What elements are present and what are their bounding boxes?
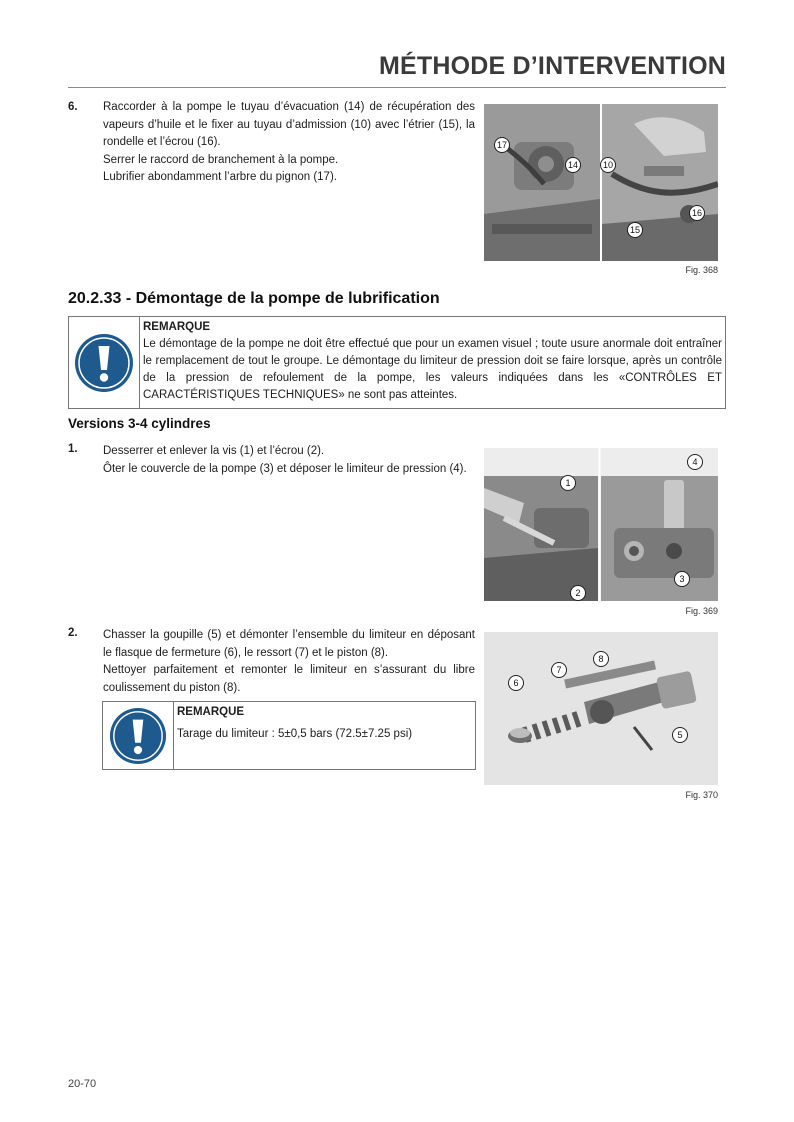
subsection-title: Versions 3-4 cylindres	[68, 416, 211, 431]
callout-3	[675, 572, 690, 587]
step-2-number: 2.	[68, 627, 78, 639]
step-2-remark-box	[102, 701, 476, 770]
step-6-text	[103, 99, 475, 187]
figure-370-caption: Fig. 370	[685, 790, 718, 800]
exclamation-icon	[74, 333, 134, 393]
step-1-line-2: Ôter le couvercle de la pompe (3) et déposer le limiteur de pression (4).	[103, 462, 467, 475]
callout-16	[690, 206, 705, 221]
callout-14	[566, 158, 581, 173]
svg-text:5: 5	[677, 730, 683, 740]
figure-369-caption: Fig. 369	[685, 606, 718, 616]
step-1-number: 1.	[68, 443, 78, 455]
step-2-line-2: Nettoyer parfaitement et remonter le limiteur en s’assurant du libre coulissement du piston (8).	[103, 664, 475, 694]
callout-10	[601, 158, 616, 173]
figure-368-photo	[484, 104, 718, 261]
svg-text:2: 2	[575, 588, 581, 598]
svg-text:10: 10	[602, 160, 614, 170]
svg-text:7: 7	[556, 665, 562, 675]
section-title: 20.2.33 - Démontage de la pompe de lubrification	[68, 290, 440, 307]
callout-4	[688, 455, 703, 470]
page-header-title: MÉTHODE D’INTERVENTION	[378, 52, 726, 80]
figure-369-callouts	[484, 448, 718, 601]
step-2-remark-body	[174, 702, 475, 769]
remark-text: Le démontage de la pompe ne doit être effectué que pour un examen visuel ; toute usure anormale doit entraîner le remplacement de tout le groupe. Le démontage du limiteur de pression doit se faire lorsque, après un contrôle de la pression de refoulement de la pompe, les valeurs indiquées dans les «CONTRÔLES ET CARACTÉRISTIQUES TECHNIQUES» ne sont pas atteintes.	[143, 338, 722, 401]
callout-2	[571, 586, 586, 601]
figure-368-callouts	[484, 104, 718, 261]
page-number: 20-70	[68, 1078, 97, 1090]
figure-368-caption: Fig. 368	[685, 265, 718, 275]
step-1-text	[103, 443, 475, 478]
step-6-number: 6.	[68, 101, 78, 113]
step-2-remark-text: Tarage du limiteur : 5±0,5 bars (72.5±7.25 psi)	[177, 728, 413, 740]
step-2-line-1: Chasser la goupille (5) et démonter l’ensemble du limiteur en déposant le flasque de fermeture (6), le ressort (7) et le piston (8).	[103, 629, 475, 659]
svg-text:3: 3	[679, 574, 685, 584]
header-divider	[68, 87, 726, 88]
step-2-remark-heading: REMARQUE	[177, 706, 245, 718]
callout-17	[495, 138, 510, 153]
callout-1	[561, 476, 576, 491]
step-6-line-3: Lubrifier abondamment l’arbre du pignon (17).	[103, 171, 337, 183]
svg-text:17: 17	[496, 140, 508, 150]
svg-text:16: 16	[691, 208, 703, 218]
remark-heading: REMARQUE	[143, 321, 211, 333]
step-1-line-1: Desserrer et enlever la vis (1) et l’écrou (2).	[103, 445, 325, 457]
figure-369-photo	[484, 448, 718, 601]
callout-15	[628, 223, 643, 238]
figure-370-photo	[484, 632, 718, 785]
step-6-line-1: Raccorder à la pompe le tuyau d’évacuation (14) de récupération des vapeurs d’huile et le fixer au tuyau d’admission (10) avec l’étrier (15), la rondelle et l’écrou (16).	[103, 101, 475, 148]
remark-body	[140, 317, 725, 408]
svg-text:15: 15	[629, 225, 641, 235]
callout-7	[552, 663, 567, 678]
svg-text:6: 6	[513, 678, 519, 688]
step-6-line-2: Serrer le raccord de branchement à la pompe.	[103, 153, 339, 166]
svg-text:4: 4	[692, 457, 698, 467]
exclamation-icon	[109, 707, 167, 765]
section-remark-box	[68, 316, 726, 409]
svg-text:14: 14	[567, 160, 579, 170]
svg-text:8: 8	[598, 654, 604, 664]
remark-icon-cell	[69, 317, 140, 408]
callout-8	[594, 652, 609, 667]
step-2-remark-icon-cell	[103, 702, 174, 769]
callout-6	[509, 676, 524, 691]
svg-text:1: 1	[565, 478, 571, 488]
step-2-text	[103, 627, 475, 697]
figure-370-callouts	[484, 632, 718, 785]
callout-5	[673, 728, 688, 743]
